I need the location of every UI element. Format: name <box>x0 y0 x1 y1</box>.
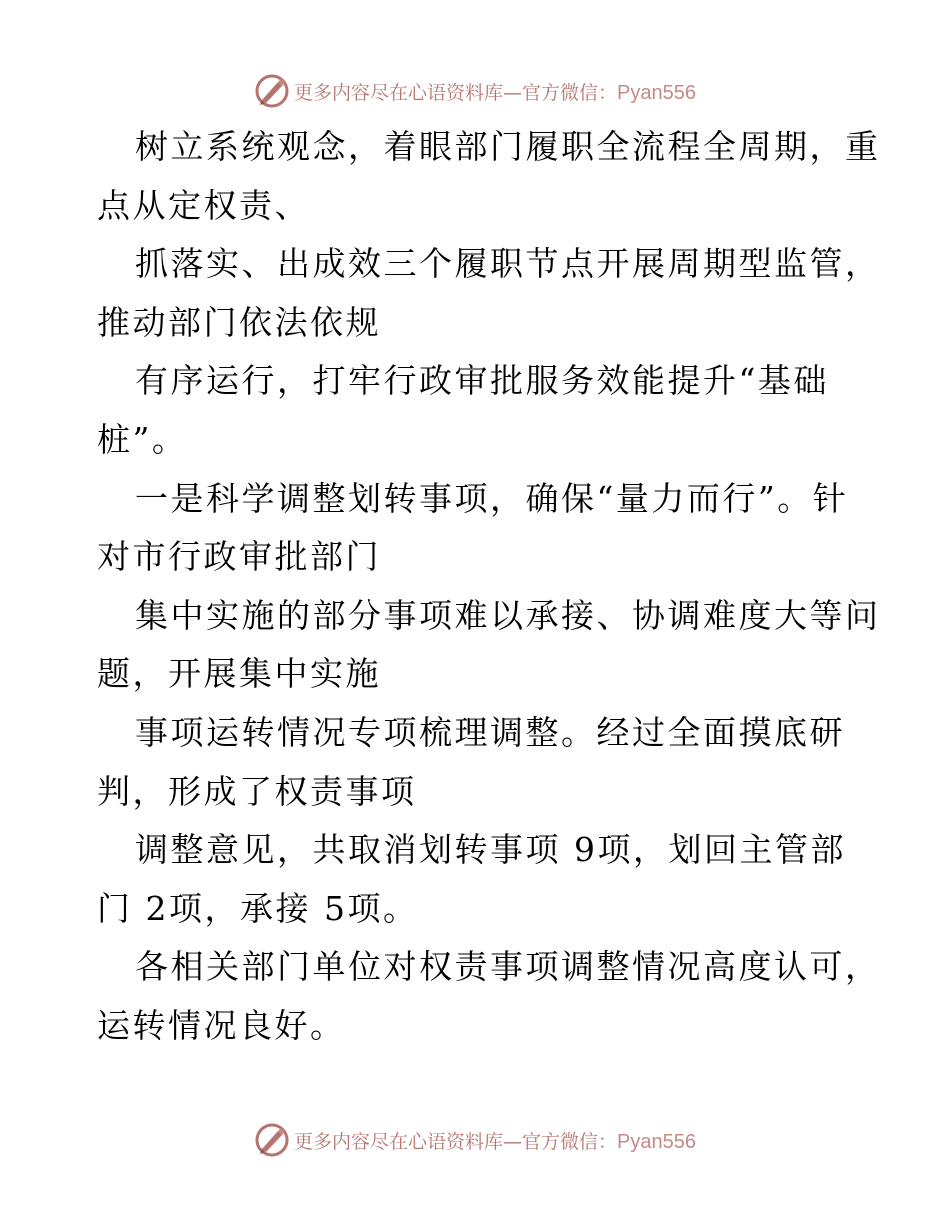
text-line: 一是科学调整划转事项，确保“量力而行”。针 <box>135 478 849 518</box>
text-line: 对市行政审批部门 <box>97 537 381 577</box>
watermark-text-cn: 更多内容尽在心语资料库—官方微信： <box>294 81 618 104</box>
text-line: 事项运转情况专项梳理调整。经过全面摸底研 <box>135 712 845 752</box>
header-watermark <box>0 71 950 111</box>
text-line: 判，形成了权责事项 <box>97 771 417 811</box>
pen-logo-icon <box>254 73 290 109</box>
watermark-text <box>294 78 696 105</box>
watermark-wechat-id: Pyan556 <box>617 81 696 104</box>
text-line: 有序运行，打牢行政审批服务效能提升“基础 <box>135 361 829 401</box>
text-line: 门 2项，承接 5项。 <box>97 888 419 928</box>
text-line: 推动部门依法依规 <box>97 302 381 342</box>
text-line: 桩”。 <box>97 419 188 459</box>
watermark-text <box>294 1127 696 1154</box>
text-line: 树立系统观念，着眼部门履职全流程全周期，重 <box>135 127 881 166</box>
text-line: 题，开展集中实施 <box>97 654 381 694</box>
watermark-wechat-id: Pyan556 <box>617 1130 696 1153</box>
text-line: 各相关部门单位对权责事项调整情况高度认可， <box>135 947 881 987</box>
text-line: 运转情况良好。 <box>97 1005 346 1045</box>
text-line: 点从定权责、 <box>97 185 310 225</box>
text-line: 调整意见，共取消划转事项 9项，划回主管部 <box>135 830 846 870</box>
watermark-text-cn: 更多内容尽在心语资料库—官方微信： <box>294 1130 618 1153</box>
document-body <box>97 118 881 1056</box>
footer-watermark <box>0 1120 950 1160</box>
pen-logo-icon <box>254 1122 290 1158</box>
text-line: 抓落实、出成效三个履职节点开展周期型监管， <box>135 244 881 284</box>
text-line: 集中实施的部分事项难以承接、协调难度大等问 <box>135 595 881 635</box>
